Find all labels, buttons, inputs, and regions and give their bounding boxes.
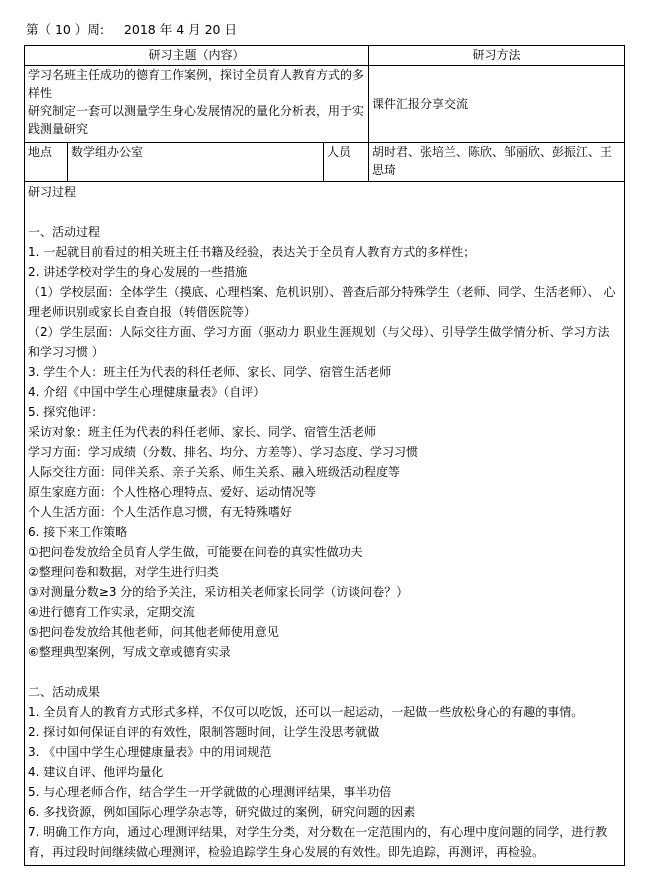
process-line: 3. 学生个人：班主任为代表的科任老师、家长、同学、宿管生活老师 xyxy=(28,365,392,379)
process-line: 7. 明确工作方向，通过心理测评结果，对学生分类，对分数在一定范围内的，有心理中度问题的同学，进行教育，再过段时间继续做心理测评，检验追踪学生身心发展的有效性。即先追踪，再测评，再检验。 xyxy=(28,825,608,859)
process-line: ⑥整理典型案例，写成文章或德育实录 xyxy=(28,645,231,659)
process-title: 研习过程 xyxy=(28,185,77,199)
process-line: 4. 建议自评、他评均量化 xyxy=(28,765,164,779)
process-line: ③对测量分数≥3 分的给予关注，采访相关老师家长同学（访谈问卷？） xyxy=(28,585,409,599)
process-line: （2）学生层面：人际交往方面、学习方面（驱动力 职业生涯规划（与父母）、引导学生做学情分析、学习方法和学习习惯 ） xyxy=(28,325,610,359)
process-line: 1. 一起就目前看过的相关班主任书籍及经验，表达关于全员育人教育方式的多样性； xyxy=(28,245,476,259)
method-cell: 课件汇报分享交流 xyxy=(369,66,625,143)
place-label: 地点 xyxy=(25,143,68,182)
people-value: 胡时君、张培兰、陈欣、邹丽欣、彭振江、王思琦 xyxy=(369,143,625,182)
people-label: 人员 xyxy=(324,143,369,182)
process-line: （1）学校层面：全体学生（摸底、心理档案、危机识别）、普查后部分特殊学生（老师、同学、生活老师）、 心理老师识别或家长自查自报（转借医院等） xyxy=(28,285,616,319)
process-line: 3. 《中国中学生心理健康量表》中的用词规范 xyxy=(28,745,272,759)
process-line: 学习方面：学习成绩（分数、排名、均分、方差等）、学习态度、学习习惯 xyxy=(28,445,419,459)
study-record-table xyxy=(24,45,625,866)
process-cell xyxy=(25,182,625,866)
activity-results-list xyxy=(28,702,621,862)
topic-line: 研究制定一套可以测量学生身心发展情况的量化分析表，用于实践测量研究 xyxy=(28,104,365,136)
topic-cell xyxy=(25,66,369,143)
section-heading: 二、活动成果 xyxy=(28,685,101,699)
section-heading: 一、活动过程 xyxy=(28,225,101,239)
process-line: 6. 接下来工作策略 xyxy=(28,525,128,539)
process-line: 5. 探究他评： xyxy=(28,405,104,419)
process-line: ④进行德育工作实录，定期交流 xyxy=(28,605,195,619)
topic-line: 学习名班主任成功的德育工作案例，探讨全员育人教育方式的多样性 xyxy=(28,68,365,100)
process-line: 4. 介绍《中国中学生心理健康量表》（自评） xyxy=(28,385,266,399)
process-line: ⑤把问卷发放给其他老师，问其他老师使用意见 xyxy=(28,625,279,639)
process-line: 1. 全员育人的教育方式形式多样，不仅可以吃饭，还可以一起运动，一起做一些放松身心的有趣的事情。 xyxy=(28,705,584,719)
process-line: 2. 探讨如何保证自评的有效性，限制答题时间，让学生没思考就做 xyxy=(28,725,380,739)
week-date-line: 第（ 10 ）周: 2018 年 4 月 20 日 xyxy=(26,22,237,37)
process-line: ②整理问卷和数据，对学生进行归类 xyxy=(28,565,219,579)
process-line: 采访对象：班主任为代表的科任老师、家长、同学、宿管生活老师 xyxy=(28,425,377,439)
process-line: 人际交往方面：同伴关系、亲子关系、师生关系、融入班级活动程度等 xyxy=(28,465,401,479)
process-line: 5. 与心理老师合作，结合学生一开学就做的心理测评结果，事半功倍 xyxy=(28,785,392,799)
process-line: ①把问卷发放给全员育人学生做，可能要在问卷的真实性做功夫 xyxy=(28,545,363,559)
process-line: 个人生活方面：个人生活作息习惯，有无特殊嗜好 xyxy=(28,505,293,519)
topic-column-header: 研习主题（内容） xyxy=(25,46,369,66)
process-line: 6. 多找资源，例如国际心理学杂志等，研究做过的案例，研究问题的因素 xyxy=(28,805,416,819)
activity-process-list xyxy=(28,242,621,662)
method-column-header: 研习方法 xyxy=(369,46,625,66)
process-line: 2. 讲述学校对学生的身心发展的一些措施 xyxy=(28,265,248,279)
place-value: 数学组办公室 xyxy=(68,143,324,182)
process-line: 原生家庭方面：个人性格心理特点、爱好、运动情况等 xyxy=(28,485,317,499)
